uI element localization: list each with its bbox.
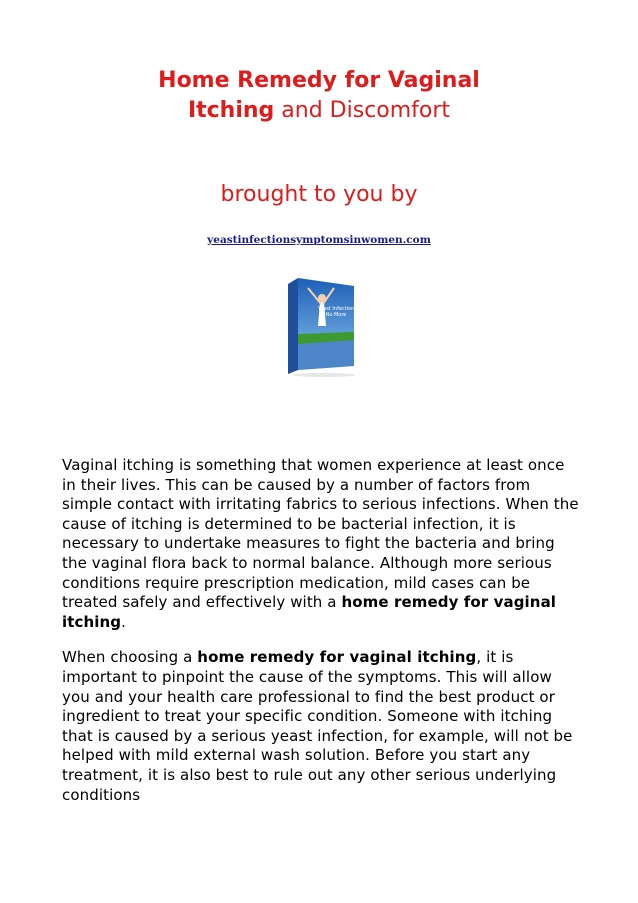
byline: brought to you by xyxy=(220,182,418,207)
paragraph-1: Vaginal itching is something that women experience at least once in their lives. This can be caused by a number of factors from simple contact with irritating fabrics to serious infections. When the cause of itching is determined to be bacterial infection, it is necessary to undertake measures to fight the bacteria and bring the vaginal flora back to normal balance. Although more serious conditions require prescription medication, mild cases can be treated safely and effectively with a home remedy for vaginal itching. xyxy=(62,456,579,631)
title-line-2-rest: and Discomfort xyxy=(274,98,451,123)
title-line-1: Home Remedy for Vaginal xyxy=(158,68,480,93)
article-body xyxy=(62,456,582,821)
book-label-1: Yeast Infection xyxy=(317,306,355,312)
site-link[interactable]: yeastinfectionsymptomsinwomen.com xyxy=(207,234,431,246)
paragraph-2: When choosing a home remedy for vaginal itching, it is important to pinpoint the cause of the symptoms. This will allow you and your health care professional to find the best product or ingredient to treat your specific condition. Someone with itching that is caused by a serious yeast infection, for example, will not be helped with mild external wash solution. Before you start any treatment, it is also best to rule out any other serious underlying conditions xyxy=(62,648,573,804)
book-label-2: No More xyxy=(325,312,347,318)
book-spine xyxy=(288,278,298,374)
book-shadow xyxy=(292,373,356,377)
title-line-2-bold: Itching xyxy=(187,98,275,123)
book-lower-panel xyxy=(298,340,354,370)
ebook-cover-image xyxy=(284,274,366,378)
document-title xyxy=(60,66,578,126)
